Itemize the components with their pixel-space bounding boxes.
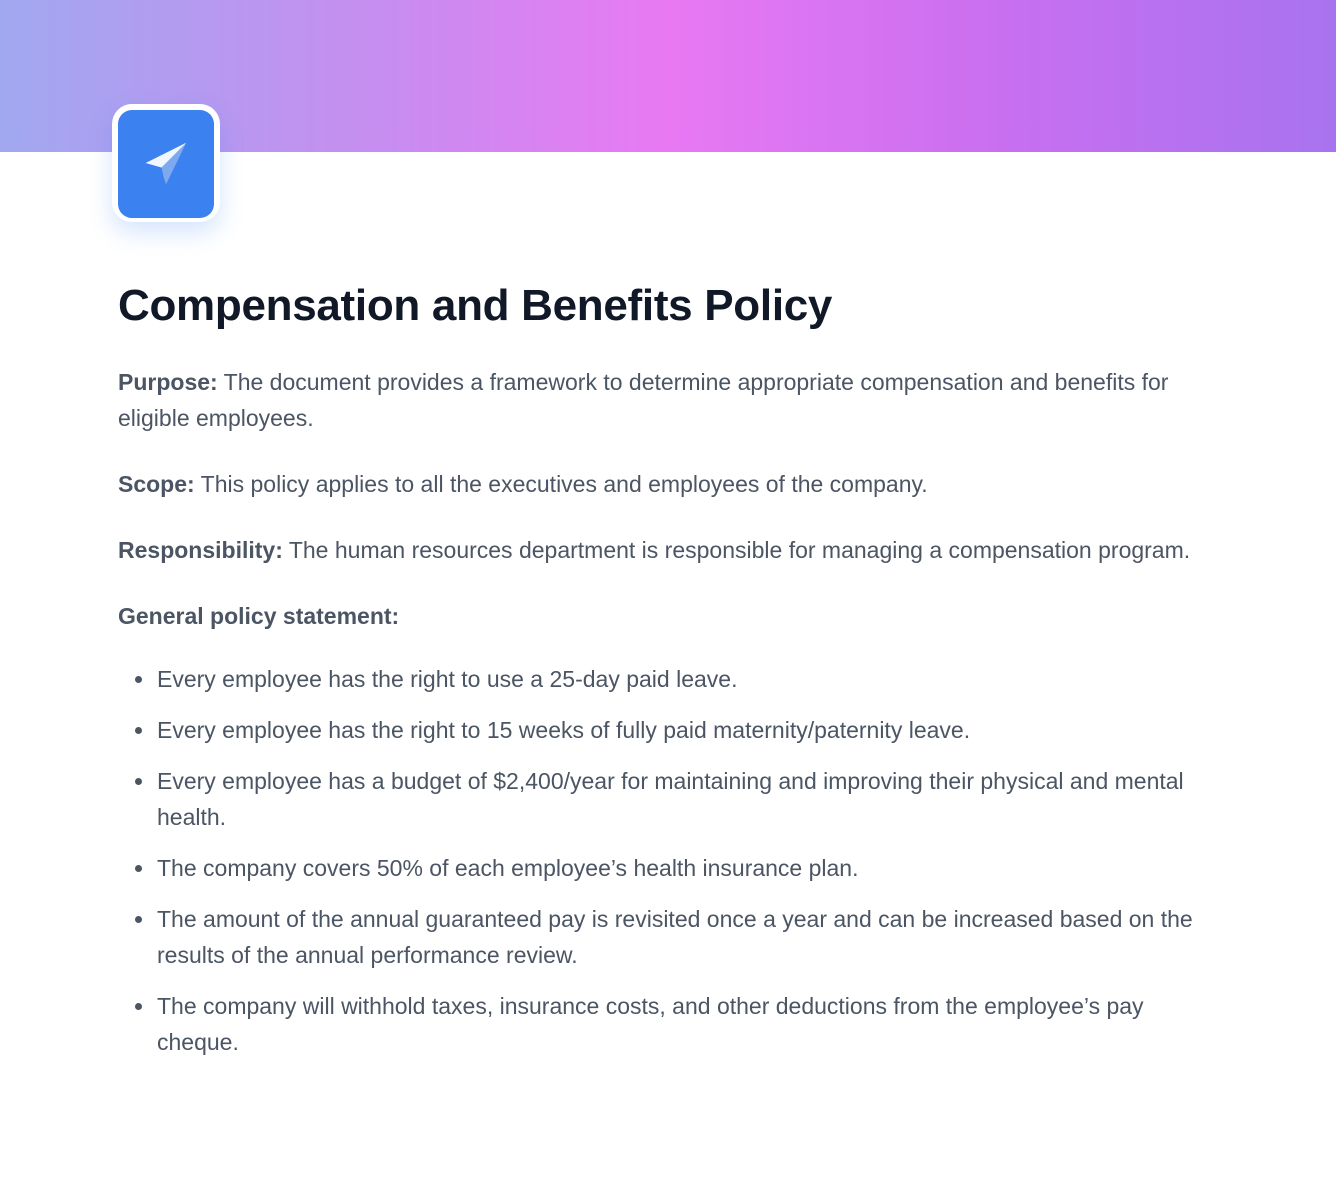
responsibility-label: Responsibility: xyxy=(118,537,283,563)
paper-plane-icon xyxy=(139,136,193,190)
bullet-icon xyxy=(135,727,142,734)
page-icon[interactable] xyxy=(112,104,220,222)
responsibility-text: The human resources department is responsible for managing a compensation program. xyxy=(282,537,1191,563)
bullet-icon xyxy=(135,676,142,683)
bullet-icon xyxy=(135,865,142,872)
list-item xyxy=(118,988,1198,1060)
scope-text: This policy applies to all the executives and employees of the company. xyxy=(194,471,928,497)
bullet-icon xyxy=(135,916,142,923)
scope-paragraph xyxy=(118,466,1198,502)
list-item xyxy=(118,763,1198,835)
list-item xyxy=(118,850,1198,886)
policy-bullet-list xyxy=(118,661,1198,1060)
page-icon-tile xyxy=(118,110,214,218)
page-title: Compensation and Benefits Policy xyxy=(118,281,833,330)
scope-label: Scope: xyxy=(118,471,195,497)
purpose-paragraph xyxy=(118,364,1198,436)
list-item-text: The company covers 50% of each employee’s health insurance plan. xyxy=(157,855,859,881)
list-item-text: The amount of the annual guaranteed pay is revisited once a year and can be increased based on the results of the annual performance review. xyxy=(157,906,1193,968)
list-item xyxy=(118,661,1198,697)
list-item xyxy=(118,712,1198,748)
list-item-text: Every employee has the right to 15 weeks of fully paid maternity/paternity leave. xyxy=(157,717,971,743)
bullet-icon xyxy=(135,1003,142,1010)
purpose-label: Purpose: xyxy=(118,369,218,395)
list-item-text: Every employee has a budget of $2,400/year for maintaining and improving their physical and mental health. xyxy=(157,768,1184,830)
responsibility-paragraph xyxy=(118,532,1198,568)
purpose-text: The document provides a framework to determine appropriate compensation and benefits for eligible employees. xyxy=(118,369,1169,431)
list-item-text: Every employee has the right to use a 25-day paid leave. xyxy=(157,666,738,692)
list-item xyxy=(118,901,1198,973)
document-body xyxy=(118,280,1198,1075)
bullet-icon xyxy=(135,778,142,785)
general-policy-heading: General policy statement: xyxy=(118,603,400,629)
list-item-text: The company will withhold taxes, insurance costs, and other deductions from the employee’s pay cheque. xyxy=(157,993,1144,1055)
